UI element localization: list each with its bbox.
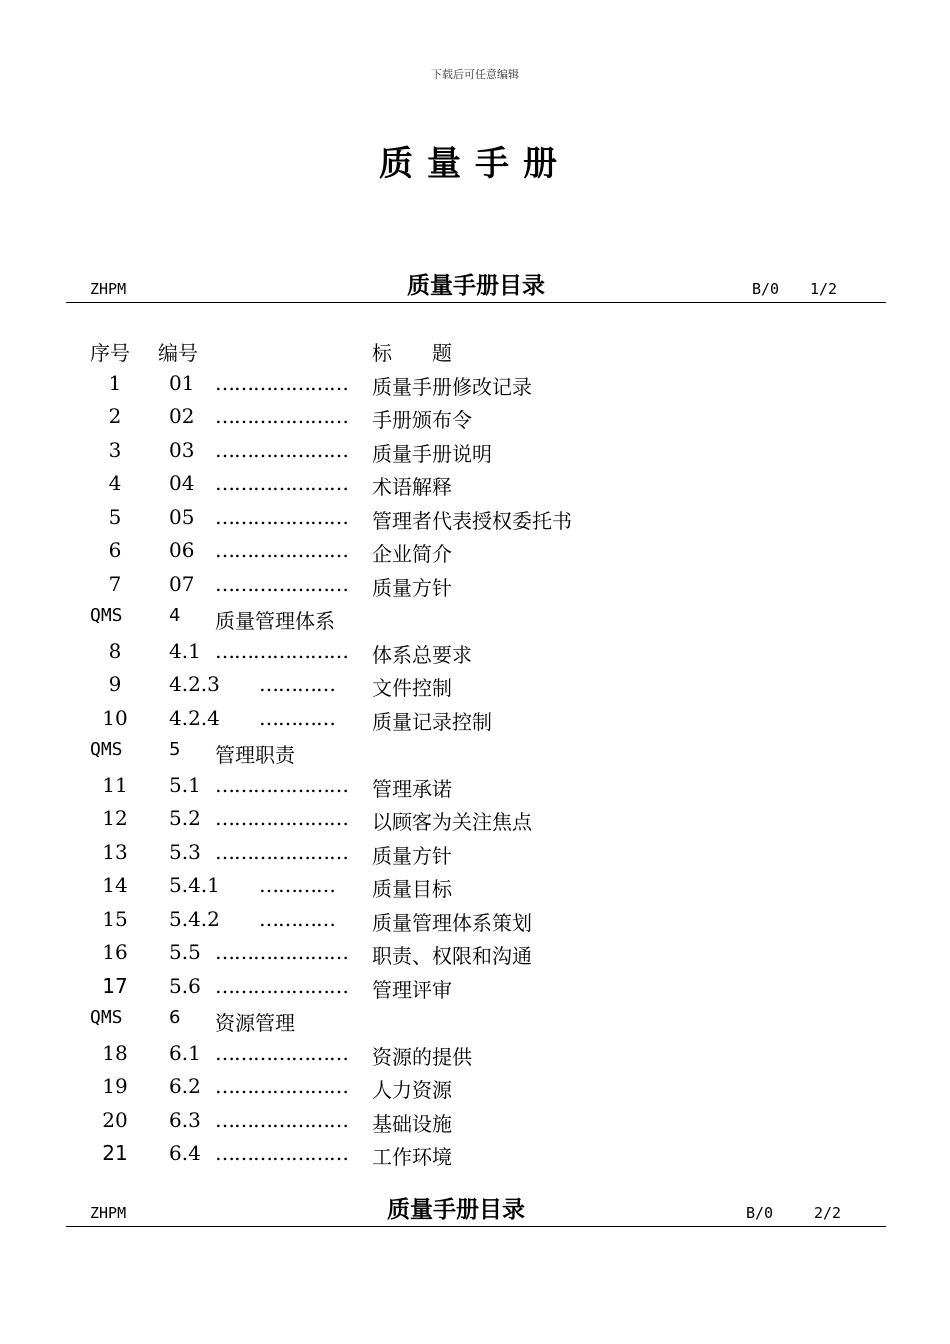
row-number: 5.5: [169, 940, 201, 964]
row-title: 体系总要求: [372, 642, 472, 667]
row-title: 职责、权限和沟通: [372, 944, 532, 968]
row-number: 06: [169, 538, 195, 562]
row-seq: 8: [108, 638, 122, 663]
toc-header-page-1: [66, 268, 886, 303]
row-number: 5.2: [169, 806, 201, 830]
row-number: 5.4.1: [169, 873, 220, 897]
dot-leader: …………………: [215, 571, 348, 596]
column-header-title: 标 题: [372, 341, 452, 365]
page-number: 1/2: [810, 280, 838, 298]
row-number: 02: [169, 404, 195, 428]
row-title: 资源的提供: [372, 1044, 472, 1069]
row-title: 管理评审: [372, 977, 452, 1002]
row-number: 5.1: [169, 772, 201, 797]
row-number: 6.4: [169, 1141, 201, 1165]
row-seq: 4: [108, 471, 122, 495]
row-number: 04: [169, 471, 195, 495]
row-seq: 19: [102, 1074, 128, 1098]
row-title: 以顾客为关注焦点: [372, 810, 532, 834]
row-seq: 17: [102, 973, 128, 998]
row-title: 质量手册说明: [372, 441, 492, 466]
section-number: 6: [169, 1007, 181, 1028]
row-seq: 18: [102, 1040, 128, 1065]
toc-table: [0, 333, 950, 1171]
section-prefix: QMS: [90, 605, 123, 626]
row-seq: 2: [108, 404, 122, 428]
dot-leader: …………………: [215, 772, 348, 797]
dot-leader: …………………: [215, 370, 348, 395]
row-title: 质量记录控制: [372, 709, 492, 734]
doc-code: ZHPM: [90, 1204, 127, 1222]
dot-leader: …………………: [215, 538, 348, 562]
row-title: 管理承诺: [372, 776, 452, 801]
row-number: 6.2: [169, 1074, 201, 1098]
row-number: 6.3: [169, 1107, 201, 1132]
row-seq: 5: [108, 504, 122, 529]
toc-row: [0, 1137, 950, 1171]
dot-leader: …………………: [215, 1074, 348, 1098]
row-title: 质量管理体系策划: [372, 910, 532, 935]
toc-row: [0, 936, 950, 970]
row-seq: 14: [102, 873, 128, 897]
row-seq: 6: [108, 538, 122, 562]
row-title: 基础设施: [372, 1111, 452, 1136]
dot-leader: …………………: [215, 973, 348, 998]
section-title: 管理职责: [215, 743, 295, 767]
row-seq: 3: [108, 437, 122, 462]
toc-row: [0, 434, 950, 468]
dot-leader: …………………: [215, 437, 348, 462]
section-number: 5: [169, 739, 181, 760]
row-seq: 21: [102, 1141, 128, 1165]
dot-leader: …………………: [215, 940, 348, 964]
row-seq: 13: [102, 839, 128, 864]
column-header-num: 编号: [158, 341, 198, 365]
dot-leader: …………: [259, 672, 335, 696]
toc-row: [0, 836, 950, 870]
toc-section-row: [0, 735, 950, 769]
row-seq: 20: [102, 1107, 128, 1132]
toc-section-row: [0, 1003, 950, 1037]
row-title: 质量方针: [372, 575, 452, 600]
row-title: 质量方针: [372, 843, 452, 868]
toc-row: [0, 1104, 950, 1138]
dot-leader: …………………: [215, 1040, 348, 1065]
row-number: 6.1: [169, 1040, 201, 1065]
toc-row: [0, 467, 950, 501]
watermark-text: 下载后可任意编辑: [431, 68, 519, 81]
toc-row: [0, 668, 950, 702]
doc-code: ZHPM: [90, 280, 127, 298]
row-title: 人力资源: [372, 1078, 452, 1102]
section-prefix: QMS: [90, 739, 123, 760]
toc-row: [0, 635, 950, 669]
dot-leader: …………………: [215, 471, 348, 495]
row-title: 工作环境: [372, 1145, 452, 1169]
row-number: 5.6: [169, 973, 201, 998]
section-number: 4: [169, 605, 181, 626]
revision: B/0: [746, 1204, 774, 1222]
document-title: 质量手册: [379, 144, 571, 184]
toc-row: [0, 869, 950, 903]
row-number: 01: [169, 370, 195, 395]
section-title: 质量管理体系: [215, 609, 335, 633]
row-title: 质量手册修改记录: [372, 374, 532, 399]
dot-leader: …………………: [215, 839, 348, 864]
dot-leader: …………………: [215, 638, 348, 663]
toc-row: [0, 367, 950, 401]
column-header-seq: 序号: [90, 341, 130, 365]
toc-row: [0, 769, 950, 803]
row-number: 4.2.3: [169, 672, 220, 696]
dot-leader: …………………: [215, 1141, 348, 1165]
row-title: 文件控制: [372, 676, 452, 700]
toc-row: [0, 802, 950, 836]
row-number: 07: [169, 571, 195, 596]
row-title: 质量目标: [372, 877, 452, 901]
toc-row: [0, 568, 950, 602]
section-title: 资源管理: [215, 1011, 295, 1035]
toc-row: [0, 400, 950, 434]
toc-row: [0, 970, 950, 1004]
toc-title: 质量手册目录: [407, 273, 545, 299]
dot-leader: …………………: [215, 1107, 348, 1132]
dot-leader: …………………: [215, 504, 348, 529]
row-number: 4.1: [169, 638, 201, 663]
toc-row: [0, 903, 950, 937]
toc-row: [0, 1037, 950, 1071]
row-seq: 11: [102, 772, 128, 797]
row-seq: 9: [108, 672, 122, 696]
row-seq: 1: [108, 370, 122, 395]
row-seq: 16: [102, 940, 128, 964]
dot-leader: …………: [259, 873, 335, 897]
toc-row: [0, 702, 950, 736]
dot-leader: …………: [259, 906, 335, 931]
page-number: 2/2: [814, 1204, 842, 1222]
row-title: 手册颁布令: [372, 408, 472, 432]
toc-row: [0, 534, 950, 568]
dot-leader: …………………: [215, 404, 348, 428]
row-title: 术语解释: [372, 475, 452, 499]
row-seq: 12: [102, 806, 128, 830]
dot-leader: …………: [259, 705, 335, 730]
row-seq: 15: [102, 906, 128, 931]
section-prefix: QMS: [90, 1007, 123, 1028]
toc-title: 质量手册目录: [387, 1197, 525, 1223]
toc-section-row: [0, 601, 950, 635]
row-title: 企业简介: [372, 542, 452, 566]
row-seq: 7: [108, 571, 122, 596]
toc-row: [0, 1070, 950, 1104]
toc-header-page-2: [66, 1192, 886, 1227]
toc-column-headers: [0, 333, 950, 367]
toc-row: [0, 501, 950, 535]
row-number: 5.4.2: [169, 906, 220, 931]
revision: B/0: [752, 280, 780, 298]
row-number: 05: [169, 504, 195, 529]
row-number: 4.2.4: [169, 705, 220, 730]
row-title: 管理者代表授权委托书: [372, 508, 572, 533]
dot-leader: …………………: [215, 806, 348, 830]
row-seq: 10: [102, 705, 128, 730]
row-number: 03: [169, 437, 195, 462]
row-number: 5.3: [169, 839, 201, 864]
